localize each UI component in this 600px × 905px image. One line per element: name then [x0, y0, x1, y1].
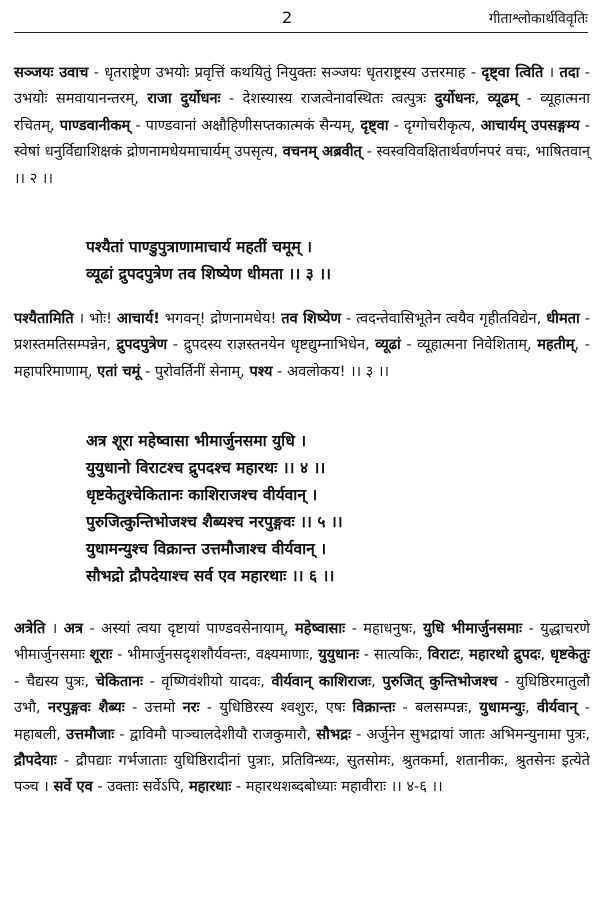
gloss-text: । भोः! — [73, 310, 117, 327]
gloss-text: - पाण्डवानां अक्षौहिणीसप्तकात्मकं सैन्यम्, — [130, 116, 361, 134]
gloss-text: - द्रौपद्याः गर्भजाताः युधिष्ठिरादीनां पुत्राः, प्रतिविन्ध्यः, सुतसोमः, श्रुतकर्मा, शतानीकः, श्रुतसेनः इत्येते पञ्च । — [14, 752, 590, 796]
bold-term: सञ्जयः उवाच — [14, 64, 89, 81]
gloss-text: - अवलोकय! ।। ३ ।। — [272, 362, 390, 380]
gloss-text: - युधिष्ठिरमातुलौ उभौ, — [14, 672, 590, 717]
gloss-text: । — [45, 620, 64, 637]
gloss-text: - उभयोः समवायानन्तरम्, — [14, 64, 591, 108]
bold-term: व्यूढम् — [487, 90, 519, 108]
verse-line: धृष्टकेतुश्चेकितानः काशिराजश्च वीर्यवान् । — [86, 486, 318, 504]
bold-term: व्यूढां — [375, 336, 401, 354]
bold-term: आचार्य! — [116, 310, 160, 327]
verse-line: अत्र शूरा महेष्वासा भीमार्जुनसमा युधि । — [86, 432, 307, 450]
header-rule — [14, 32, 588, 33]
gloss-text: - देशस्यास्य राजत्वेनावस्थितः त्वत्पुत्रः — [220, 90, 435, 108]
gloss-text: - व्यूहात्मना रचितम्, — [14, 90, 590, 134]
gloss-text: - द्रुपदस्य राज्ञस्तनयेन धृष्टद्युम्नाभिधेन, — [167, 336, 376, 354]
page-number: 2 — [282, 8, 293, 27]
gloss-text: , - महापरिमाणाम्, — [14, 336, 590, 380]
commentary-paragraph-verse-2 — [14, 60, 590, 192]
gloss-text: - अस्यां त्वया दृष्टायां पाण्डवसेनायाम्, — [83, 620, 295, 637]
verse-line: पश्यैतां पाण्डुपुत्राणामाचार्य महतीं चमूम् । — [86, 238, 312, 256]
bold-term: उत्तमौजाः — [66, 725, 115, 743]
gloss-text: - सात्यकिः, — [358, 646, 428, 664]
bold-term: धीमता — [546, 310, 580, 327]
bold-term: वीर्यवान् काशिराजः — [271, 672, 372, 690]
commentary-paragraph-verse-3 — [14, 306, 590, 385]
bold-term: धृष्टकेतुः — [550, 646, 590, 664]
gloss-text: - अर्जुनेन सुभद्रायां जातः अभिमन्युनामा पुत्रः, — [350, 725, 591, 743]
verse-line: सौभद्रो द्रौपदेयाश्च सर्व एव महारथाः ।। ६ ।। — [86, 567, 335, 585]
bold-term: महतीम् — [537, 336, 575, 354]
gloss-text: - महाबली, — [14, 699, 590, 743]
gloss-text: - स्वस्वविवक्षितार्थवर्णनपरं वचः, भाषितवान् ।। २ ।। — [14, 143, 590, 187]
gloss-text: - महाधनुषः, — [345, 620, 424, 637]
gloss-text: - युधिष्ठिरस्य श्वशुरः, एषः — [199, 699, 353, 717]
gloss-text: - वृष्णिवंशीयो यादवः, — [142, 672, 272, 690]
gloss-text: , — [474, 90, 488, 108]
bold-term: पुरुजित् कुन्तिभोजश्च — [382, 672, 498, 690]
verse-block-4-6 — [86, 428, 343, 590]
bold-term: अत्रेति — [14, 620, 46, 637]
bold-term: तदा — [559, 64, 580, 81]
bold-term: दृष्ट्वा त्विति — [481, 64, 544, 81]
bold-term: युधि भीमार्जुनसमाः — [423, 620, 523, 637]
bold-term: पश्य — [249, 362, 273, 380]
gloss-text: - दृग्गोचरीकृत्य, — [388, 116, 481, 134]
bold-term: सर्वे एव — [53, 778, 93, 796]
verse-line: व्यूढां द्रुपदपुत्रेण तव शिष्येण धीमता ।। ३ ।। — [86, 265, 332, 283]
gloss-text: - उक्ताः सर्वेऽपि, — [92, 778, 189, 796]
bold-term: चेकितानः — [95, 672, 143, 690]
bold-term: दृष्ट्वा — [360, 116, 389, 134]
gloss-text: - युद्धाचरणे भीमार्जुनसमाः — [14, 620, 590, 664]
gloss-text: , — [525, 699, 538, 717]
bold-term: एतां चमूं — [97, 362, 141, 380]
gloss-text: - महारथशब्दबोध्याः महावीराः ।। ४-६ ।। — [231, 778, 443, 796]
gloss-text: - व्यूहात्मना निवेशिताम्, — [400, 336, 538, 354]
bold-term: युयुधानः — [318, 646, 359, 664]
bold-term: विराटः — [427, 646, 460, 664]
gloss-text: - बलसम्पन्नः, — [395, 699, 480, 717]
verse-line: पुरुजित्कुन्तिभोजश्च शैब्यश्च नरपुङ्गवः ।। ५ ।। — [86, 513, 343, 531]
gloss-text: - पुरोवर्तिनीं सेनाम्, — [140, 362, 250, 380]
gloss-text: , — [459, 646, 470, 664]
bold-term: द्रौपदेयाः — [14, 752, 57, 770]
bold-term: तव शिष्येण — [281, 310, 342, 327]
gloss-text: , — [371, 672, 383, 690]
bold-term: पश्यैतामिति — [14, 310, 74, 327]
gloss-text: - द्वाविमौ पाञ्चालदेशीयौ राजकुमारौ, — [114, 725, 317, 743]
gloss-text: - स्वेषां धनुर्विद्याशिक्षकं द्रोणनामधेयमाचार्यम् उपसृत्य, — [14, 116, 591, 161]
bold-term: महेष्वासाः — [294, 620, 346, 637]
bold-term: द्रुपदपुत्रेण — [116, 336, 168, 354]
gloss-text: - त्वदन्तेवासिभूतेन त्वयैव गृहीतविद्येन, — [341, 310, 547, 327]
bold-term: महारथो द्रुपदः — [469, 646, 541, 664]
gloss-text: । — [543, 64, 560, 81]
gloss-text: - प्रशस्तमतिसम्पन्नेन, — [14, 310, 591, 354]
commentary-paragraph-verses-4-6 — [14, 616, 590, 801]
bold-term: विक्रान्तः — [352, 699, 396, 717]
bold-term: वचनम् अब्रवीत् — [282, 143, 362, 161]
gloss-text: - भीमार्जुनसदृशशौर्यवन्तः, वक्ष्यमाणाः, — [112, 646, 319, 664]
bold-term: महारथाः — [188, 778, 232, 796]
running-title: गीताश्लोकार्थविवृतिः — [489, 11, 588, 27]
gloss-text: - चैद्यस्य पुत्रः, — [14, 672, 96, 690]
verse-block-3 — [86, 234, 331, 288]
bold-term: सौभद्रः — [316, 725, 351, 743]
bold-term: नरपुङ्गवः शैब्यः — [48, 699, 125, 717]
page-header — [0, 8, 600, 32]
bold-term: युधामन्युः — [479, 699, 526, 717]
gloss-text: , — [540, 646, 551, 664]
verse-line: युधामन्युश्च विक्रान्त उत्तमौजाश्च वीर्यवान् । — [86, 540, 327, 558]
gloss-text: भगवन्! द्रोणनामधेय! — [159, 310, 282, 327]
bold-term: दुर्योधनः — [434, 90, 475, 108]
bold-term: वीर्यवान् — [537, 699, 578, 717]
bold-term: नरः — [182, 699, 200, 717]
bold-term: पाण्डवानीकम् — [59, 116, 131, 134]
bold-term: राजा दुर्योधनः — [147, 90, 221, 108]
bold-term: अत्र — [63, 620, 84, 637]
gloss-text: - उत्तमो — [124, 699, 183, 717]
bold-term: आचार्यम् उपसङ्गम्य — [480, 116, 580, 134]
gloss-text: - धृतराष्ट्रेण उभयोः प्रवृत्तिं कथयितुं नियुक्तः सञ्जयः धृतराष्ट्रस्य उत्तरमाह - — [88, 64, 482, 81]
bold-term: शूराः — [89, 646, 113, 664]
verse-line: युयुधानो विराटश्च द्रुपदश्च महारथः ।। ४ ।। — [86, 459, 326, 477]
